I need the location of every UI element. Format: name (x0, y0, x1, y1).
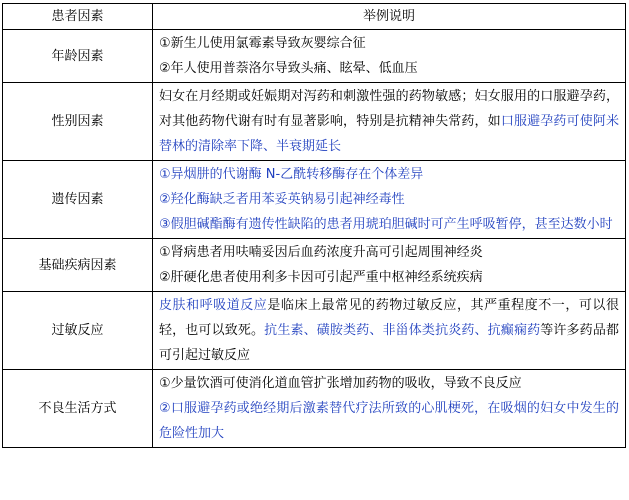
factor-cell-gender: 性别因素 (3, 83, 153, 161)
detail-line: ②羟化酶缺乏者用苯妥英钠易引起神经毒性 (159, 192, 405, 207)
table-row-gender (3, 83, 626, 161)
detail-line: ①少量饮酒可使消化道血管扩张增加药物的吸收，导致不良反应 (159, 376, 522, 391)
factor-cell-genetic: 遗传因素 (3, 161, 153, 239)
table-row-allergy (3, 292, 626, 370)
detail-cell-allergy (153, 292, 626, 370)
factor-cell-age: 年龄因素 (3, 30, 153, 83)
table-row-disease (3, 239, 626, 292)
table-row-genetic (3, 161, 626, 239)
detail-cell-lifestyle (153, 370, 626, 448)
factor-cell-disease: 基础疾病因素 (3, 239, 153, 292)
factor-cell-allergy: 过敏反应 (3, 292, 153, 370)
table-row-lifestyle (3, 370, 626, 448)
text-segment: 妇女在月经期或妊娠期对泻药和刺激性强的药物敏感；妇女服用的口服避孕药，对其他药物代谢有时有显著影响，特别是抗精神失常药，如 (159, 89, 619, 129)
detail-paragraph (159, 293, 619, 368)
factor-cell-lifestyle: 不良生活方式 (3, 370, 153, 448)
detail-cell-age (153, 30, 626, 83)
detail-line: ②肝硬化患者使用利多卡因可引起严重中枢神经系统疾病 (159, 270, 483, 285)
detail-cell-genetic (153, 161, 626, 239)
detail-line: ②年人使用普萘洛尔导致头痛、眩晕、低血压 (159, 61, 418, 76)
highlight-segment: 皮肤和呼吸道反应 (159, 298, 268, 313)
table-row-age (3, 30, 626, 83)
patient-factor-table (2, 3, 626, 448)
detail-line: ①异烟肼的代谢酶 N-乙酰转移酶存在个体差异 (159, 167, 424, 182)
text-segment: 是临床上最常见的药物过敏反应，其严重程度不一，可以很轻，也可以致死。 (159, 298, 619, 338)
detail-cell-gender (153, 83, 626, 161)
header-factor: 患者因素 (3, 4, 153, 30)
highlight-segment: 抗生素、磺胺类药、非甾体类抗炎药、抗癫痫药 (264, 323, 541, 338)
factor-table-wrapper (2, 3, 626, 448)
detail-line: ①肾病患者用呋喃妥因后血药浓度升高可引起周围神经炎 (159, 245, 483, 260)
detail-paragraph (159, 84, 619, 159)
header-example: 举例说明 (153, 4, 626, 30)
text-segment: 等许多药品都可引起过敏反应 (159, 323, 619, 363)
detail-cell-disease (153, 239, 626, 292)
detail-line: ②口服避孕药或绝经期后激素替代疗法所致的心肌梗死，在吸烟的妇女中发生的危险性加大 (159, 401, 619, 441)
table-header-row (3, 4, 626, 30)
detail-line: ①新生儿使用氯霉素导致灰婴综合征 (159, 36, 366, 51)
detail-line: ③假胆碱酯酶有遗传性缺陷的患者用琥珀胆碱时可产生呼吸暂停，甚至达数小时 (159, 217, 613, 232)
highlight-segment: 口服避孕药可使阿米替林的清除率下降、半衰期延长 (159, 114, 619, 154)
